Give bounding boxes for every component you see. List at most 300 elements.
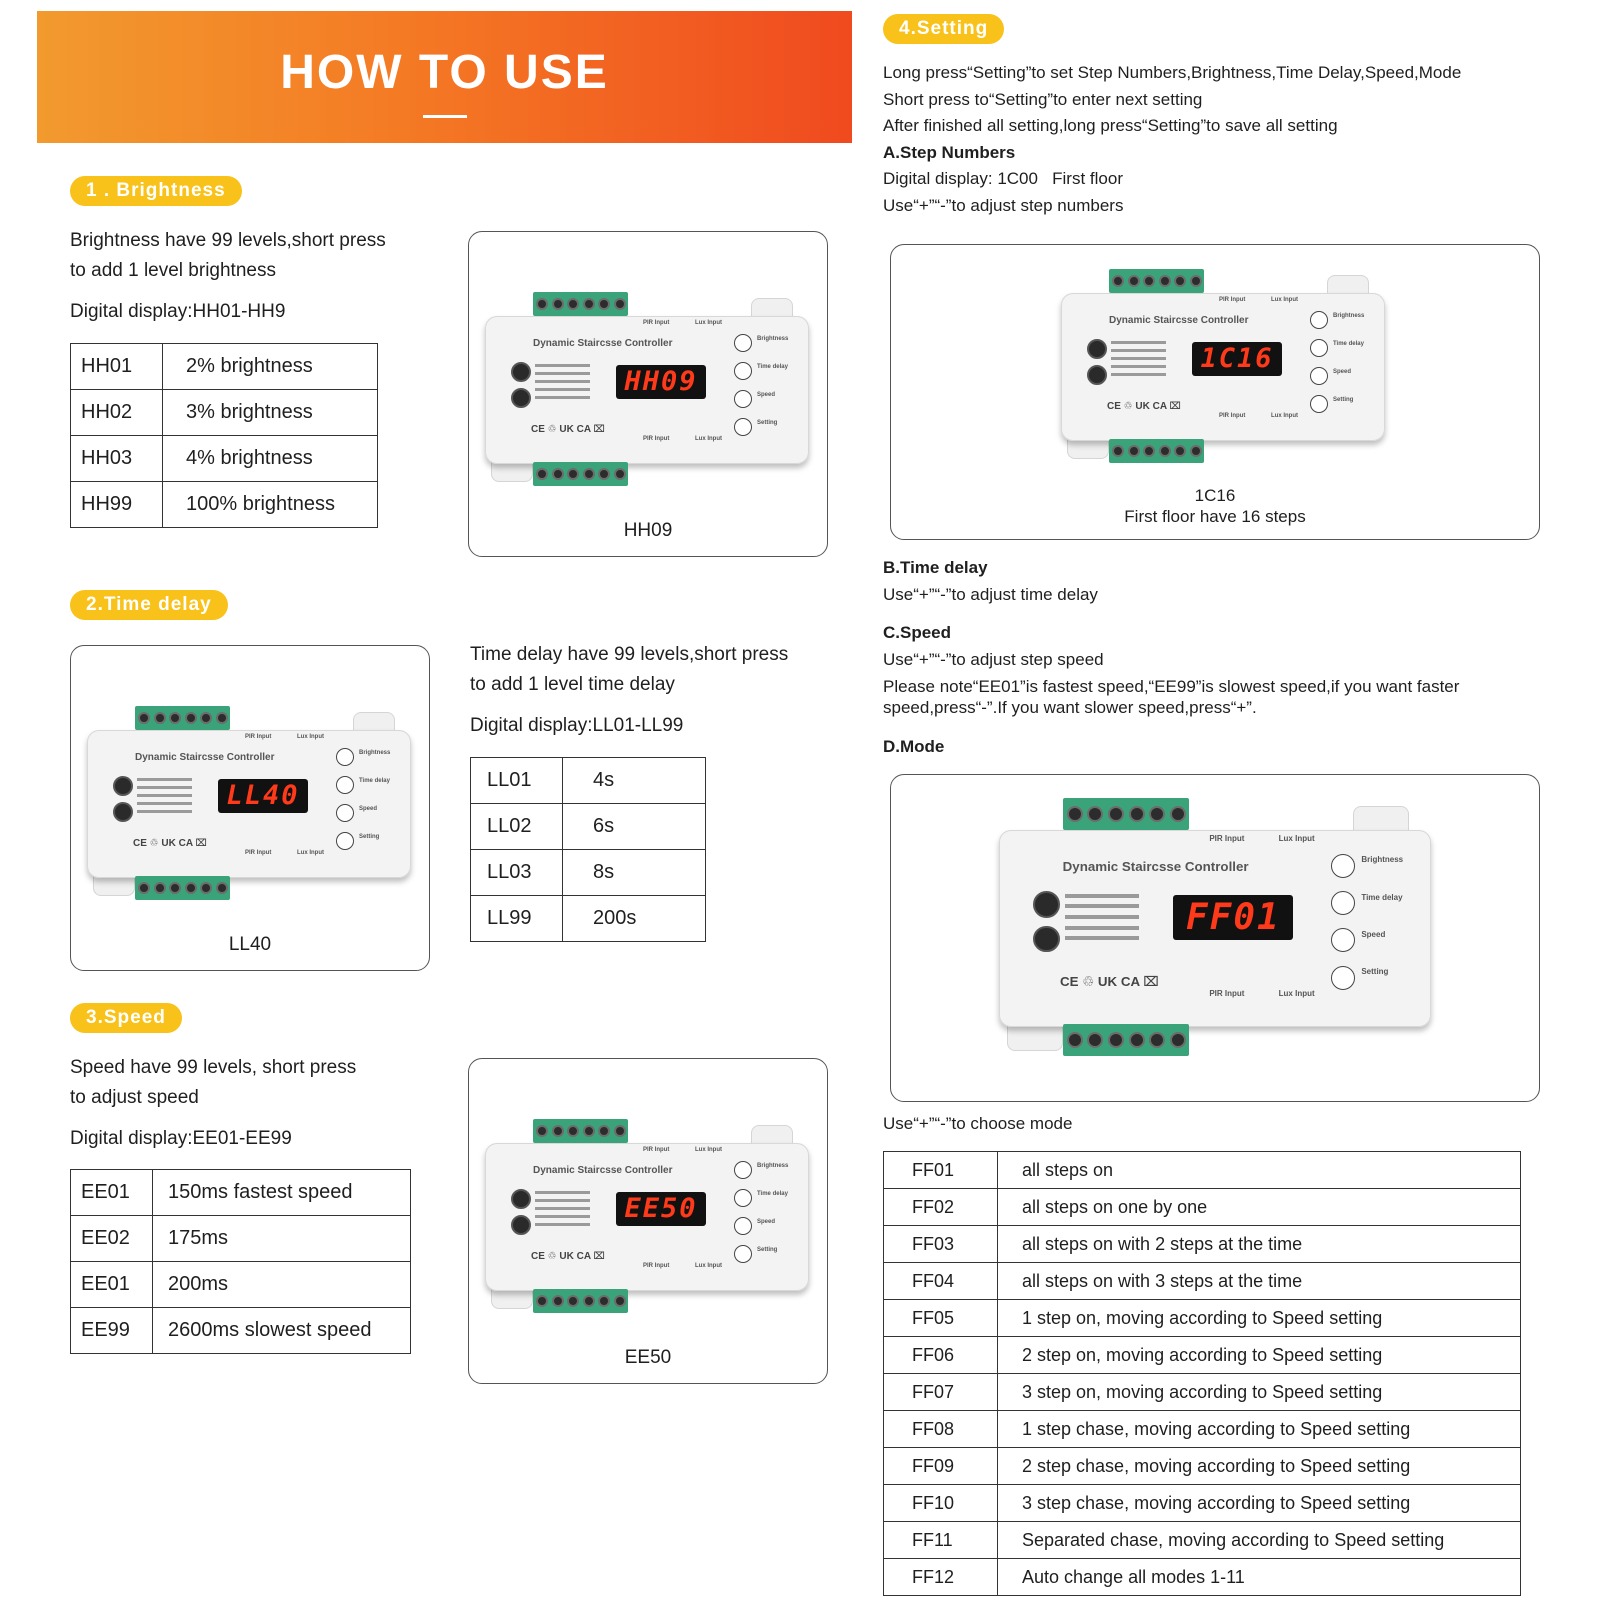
table-row <box>884 1559 1521 1596</box>
controller-name-label: Dynamic Staircsse Controller <box>135 752 275 763</box>
terminal-screw <box>154 712 166 724</box>
table-cell-code: EE01 <box>71 1170 153 1216</box>
setting-button-label: Setting <box>757 1247 778 1253</box>
time-delay-button <box>1331 891 1355 915</box>
terminal-block-top <box>533 1119 628 1143</box>
step-numbers-image-box <box>890 244 1540 540</box>
terminal-screw <box>200 712 212 724</box>
terminal-screw <box>567 1295 579 1307</box>
pir-input-label: PIR Input <box>1219 297 1246 303</box>
pir-input-label: PIR Input <box>643 436 670 442</box>
table-row <box>471 850 706 896</box>
speed-display-range: Digital display:EE01-EE99 <box>70 1128 292 1149</box>
table-row <box>884 1374 1521 1411</box>
terminal-screw <box>567 1125 579 1137</box>
pir-input-label: PIR Input <box>643 1263 670 1269</box>
speed-setting-line3: speed,press“-”.If you want slower speed,press“+”. <box>883 698 1257 717</box>
speed-button <box>1310 367 1328 385</box>
banner-underline <box>423 115 467 118</box>
controller-device <box>996 795 1436 1069</box>
table-row <box>884 1152 1521 1189</box>
terminal-screw <box>1174 445 1186 457</box>
sensor-knob <box>1087 339 1107 359</box>
spec-text-line <box>1065 936 1138 940</box>
terminal-block-top <box>533 292 628 316</box>
setting-button <box>1310 395 1328 413</box>
lux-input-label: Lux Input <box>1271 297 1298 303</box>
terminal-screw <box>614 1295 626 1307</box>
table-cell-code: FF12 <box>884 1559 998 1596</box>
terminal-screw <box>1108 1032 1124 1048</box>
spec-text-line <box>1111 341 1166 344</box>
speed-button-label: Speed <box>757 1219 776 1225</box>
terminal-screw <box>614 1125 626 1137</box>
speed-desc-line1: Speed have 99 levels, short press <box>70 1057 357 1078</box>
sensor-knob <box>113 802 133 822</box>
brightness-button-label: Brightness <box>1333 313 1365 319</box>
terminal-screw <box>1149 806 1165 822</box>
brightness-image-box <box>468 231 828 557</box>
controller-name-label: Dynamic Staircsse Controller <box>533 1165 673 1176</box>
speed-button-label: Speed <box>1333 369 1352 375</box>
table-cell-value: 1 step chase, moving according to Speed setting <box>998 1411 1521 1448</box>
pir-input-label: PIR Input <box>1219 413 1246 419</box>
table-cell-value: 2 step chase, moving according to Speed setting <box>998 1448 1521 1485</box>
brightness-desc <box>70 226 386 286</box>
pir-input-label: PIR Input <box>1209 988 1245 998</box>
table-row <box>71 344 378 390</box>
step-numbers-caption <box>891 485 1539 527</box>
table-row <box>884 1300 1521 1337</box>
terminal-screw <box>567 298 579 310</box>
table-cell-code: FF08 <box>884 1411 998 1448</box>
table-cell-value: 3 step on, moving according to Speed setting <box>998 1374 1521 1411</box>
terminal-screw <box>154 882 166 894</box>
table-row <box>884 1226 1521 1263</box>
terminal-screw <box>583 1125 595 1137</box>
spec-text-line <box>535 380 590 383</box>
spec-text-line <box>535 372 590 375</box>
table-cell-code: FF03 <box>884 1226 998 1263</box>
lux-input-label: Lux Input <box>1278 988 1315 998</box>
table-cell-value: all steps on <box>998 1152 1521 1189</box>
table-row <box>71 1216 411 1262</box>
speed-button <box>734 390 752 408</box>
table-cell-value: 8s <box>563 850 706 896</box>
terminal-screw <box>552 468 564 480</box>
speed-setting-line2: Please note“EE01”is fastest speed,“EE99”is slowest speed,if you want faster <box>883 677 1460 696</box>
terminal-screw <box>1159 275 1171 287</box>
terminal-screw <box>598 1125 610 1137</box>
terminal-screw <box>138 882 150 894</box>
spec-text-line <box>1111 373 1166 376</box>
table-row <box>884 1189 1521 1226</box>
table-cell-value: 2 step on, moving according to Speed setting <box>998 1337 1521 1374</box>
terminal-screw <box>1112 275 1124 287</box>
brightness-button <box>336 748 354 766</box>
terminal-block-bottom <box>533 462 628 486</box>
setting-button-label: Setting <box>359 834 380 840</box>
spec-text-line <box>535 1215 590 1218</box>
terminal-block-top <box>1063 798 1190 830</box>
brightness-button <box>734 1161 752 1179</box>
speed-button <box>1331 928 1355 952</box>
terminal-screw <box>614 468 626 480</box>
time-delay-image-box <box>70 645 430 971</box>
digital-display: HH09 <box>616 365 706 399</box>
brightness-button <box>734 334 752 352</box>
terminal-screw <box>138 712 150 724</box>
time-delay-button-label: Time delay <box>1361 892 1403 902</box>
step-numbers-title: A.Step Numbers <box>883 142 1016 162</box>
digital-display: LL40 <box>218 779 308 813</box>
pir-input-label: PIR Input <box>643 320 670 326</box>
terminal-screw <box>1067 806 1083 822</box>
terminal-screw <box>552 298 564 310</box>
setting-button <box>734 1245 752 1263</box>
terminal-block-top <box>135 706 230 730</box>
terminal-screw <box>1087 806 1103 822</box>
sensor-knob <box>113 776 133 796</box>
terminal-screw <box>1190 445 1202 457</box>
spec-text-line <box>535 1207 590 1210</box>
brightness-display-range: Digital display:HH01-HH9 <box>70 301 286 322</box>
terminal-screw <box>1174 275 1186 287</box>
lux-input-label: Lux Input <box>695 436 722 442</box>
table-cell-code: FF04 <box>884 1263 998 1300</box>
table-cell-value: all steps on with 2 steps at the time <box>998 1226 1521 1263</box>
table-cell-code: HH02 <box>71 390 163 436</box>
certification-marks: CE ♲ UK CA ⌧ <box>531 1251 606 1262</box>
table-row <box>884 1337 1521 1374</box>
certification-marks: CE ♲ UK CA ⌧ <box>531 424 606 435</box>
table-cell-value: 2600ms slowest speed <box>153 1308 411 1354</box>
table-cell-code: EE02 <box>71 1216 153 1262</box>
terminal-screw <box>1067 1032 1083 1048</box>
time-delay-setting <box>883 555 1583 608</box>
spec-text-line <box>535 1199 590 1202</box>
table-row <box>471 896 706 942</box>
controller-name-label: Dynamic Staircsse Controller <box>1062 859 1249 874</box>
setting-line1: Long press“Setting”to set Step Numbers,Brightness,Time Delay,Speed,Mode <box>883 63 1462 82</box>
section-pill-speed: 3.Speed <box>70 1003 182 1033</box>
terminal-screw <box>598 298 610 310</box>
speed-image-box <box>468 1058 828 1384</box>
spec-text-line <box>1065 904 1138 908</box>
spec-text-line <box>1111 357 1166 360</box>
spec-text-line <box>535 364 590 367</box>
time-delay-table <box>470 757 706 942</box>
table-cell-code: FF05 <box>884 1300 998 1337</box>
table-cell-code: FF10 <box>884 1485 998 1522</box>
speed-table <box>70 1169 411 1354</box>
table-cell-value: 4% brightness <box>163 436 378 482</box>
controller-device <box>1059 267 1389 467</box>
table-cell-value: 6s <box>563 804 706 850</box>
spec-text-line <box>137 802 192 805</box>
brightness-button-label: Brightness <box>1361 855 1404 865</box>
terminal-block-bottom <box>135 876 230 900</box>
brightness-table <box>70 343 378 528</box>
table-cell-code: FF02 <box>884 1189 998 1226</box>
table-cell-code: HH01 <box>71 344 163 390</box>
table-row <box>471 804 706 850</box>
sensor-knob <box>511 362 531 382</box>
table-cell-value: 2% brightness <box>163 344 378 390</box>
time-delay-display-range: Digital display:LL01-LL99 <box>470 715 684 736</box>
lux-input-label: Lux Input <box>1271 413 1298 419</box>
setting-intro <box>883 60 1583 219</box>
brightness-button-label: Brightness <box>757 1163 789 1169</box>
spec-text-line <box>137 794 192 797</box>
terminal-screw <box>200 882 212 894</box>
table-row <box>71 390 378 436</box>
terminal-screw <box>536 1125 548 1137</box>
table-cell-value: 3 step chase, moving according to Speed setting <box>998 1485 1521 1522</box>
table-cell-value: all steps on one by one <box>998 1189 1521 1226</box>
table-cell-code: FF07 <box>884 1374 998 1411</box>
controller-device <box>483 1117 813 1317</box>
speed-button <box>734 1217 752 1235</box>
table-cell-value: 100% brightness <box>163 482 378 528</box>
time-delay-image-caption: LL40 <box>228 934 272 955</box>
lux-input-label: Lux Input <box>695 1263 722 1269</box>
spec-text-line <box>137 786 192 789</box>
digital-display: 1C16 <box>1192 342 1282 376</box>
spec-text-line <box>535 396 590 399</box>
terminal-screw <box>185 882 197 894</box>
setting-button <box>336 832 354 850</box>
speed-setting-line1: Use“+”“-”to adjust step speed <box>883 649 1104 669</box>
setting-line3: After finished all setting,long press“Setting”to save all setting <box>883 116 1338 135</box>
time-delay-desc <box>470 640 788 700</box>
brightness-button <box>1331 854 1355 878</box>
terminal-screw <box>567 468 579 480</box>
header-banner <box>37 11 852 143</box>
setting-button-label: Setting <box>1361 967 1389 977</box>
table-cell-code: HH03 <box>71 436 163 482</box>
table-cell-code: LL02 <box>471 804 563 850</box>
pir-input-label: PIR Input <box>1209 834 1245 843</box>
certification-marks: CE ♲ UK CA ⌧ <box>133 838 208 849</box>
terminal-screw <box>536 1295 548 1307</box>
step-numbers-line2: Use“+”“-”to adjust step numbers <box>883 195 1124 215</box>
controller-name-label: Dynamic Staircsse Controller <box>533 338 673 349</box>
table-cell-value: 4s <box>563 758 706 804</box>
lux-input-label: Lux Input <box>1278 834 1315 843</box>
time-delay-setting-title: B.Time delay <box>883 558 988 577</box>
mode-image-box <box>890 774 1540 1102</box>
terminal-screw <box>552 1125 564 1137</box>
sensor-knob <box>1087 365 1107 385</box>
banner-title: HOW TO USE <box>280 46 609 99</box>
time-delay-setting-line1: Use“+”“-”to adjust time delay <box>883 584 1098 604</box>
step-numbers-caption-code: 1C16 <box>1194 486 1236 505</box>
time-delay-button-label: Time delay <box>359 778 390 784</box>
pir-input-label: PIR Input <box>643 1147 670 1153</box>
time-delay-button-label: Time delay <box>1333 341 1364 347</box>
terminal-screw <box>1128 445 1140 457</box>
pir-input-label: PIR Input <box>245 850 272 856</box>
digital-display: EE50 <box>616 1192 706 1226</box>
brightness-button-label: Brightness <box>359 750 391 756</box>
lux-input-label: Lux Input <box>297 734 324 740</box>
spec-text-line <box>1111 365 1166 368</box>
mode-table <box>883 1151 1521 1596</box>
setting-button-label: Setting <box>757 420 778 426</box>
terminal-screw <box>583 298 595 310</box>
brightness-image-caption: HH09 <box>623 520 673 541</box>
spec-text-line <box>1065 894 1138 898</box>
controller-name-label: Dynamic Staircsse Controller <box>1109 315 1249 326</box>
terminal-screw <box>169 882 181 894</box>
digital-display: FF01 <box>1173 895 1293 940</box>
table-row <box>471 758 706 804</box>
speed-button <box>336 804 354 822</box>
terminal-block-bottom <box>1109 439 1204 463</box>
terminal-block-bottom <box>533 1289 628 1313</box>
spec-text-line <box>535 388 590 391</box>
sensor-knob <box>1033 926 1060 953</box>
pir-input-label: PIR Input <box>245 734 272 740</box>
table-cell-value: all steps on with 3 steps at the time <box>998 1263 1521 1300</box>
table-cell-code: FF06 <box>884 1337 998 1374</box>
terminal-screw <box>598 468 610 480</box>
speed-image-caption: EE50 <box>624 1347 672 1368</box>
speed-button-label: Speed <box>1361 930 1386 939</box>
certification-marks: CE ♲ UK CA ⌧ <box>1107 401 1182 412</box>
terminal-screw <box>1190 275 1202 287</box>
table-row <box>884 1411 1521 1448</box>
spec-text-line <box>535 1191 590 1194</box>
time-delay-button-label: Time delay <box>757 364 788 370</box>
table-cell-code: LL03 <box>471 850 563 896</box>
brightness-desc-line1: Brightness have 99 levels,short press <box>70 230 386 251</box>
brightness-desc-line2: to add 1 level brightness <box>70 260 276 281</box>
time-delay-button <box>1310 339 1328 357</box>
terminal-screw <box>216 712 228 724</box>
time-delay-desc-line2: to add 1 level time delay <box>470 674 675 695</box>
terminal-screw <box>1128 275 1140 287</box>
section-pill-brightness: 1 . Brightness <box>70 176 242 206</box>
time-delay-button-label: Time delay <box>757 1191 788 1197</box>
sensor-knob <box>1033 891 1060 918</box>
terminal-screw <box>552 1295 564 1307</box>
controller-device <box>85 704 415 904</box>
terminal-screw <box>1112 445 1124 457</box>
speed-desc-line2: to adjust speed <box>70 1087 199 1108</box>
table-row <box>884 1522 1521 1559</box>
sensor-knob <box>511 1189 531 1209</box>
lux-input-label: Lux Input <box>695 320 722 326</box>
spec-text-line <box>137 778 192 781</box>
speed-setting-title: C.Speed <box>883 623 952 642</box>
table-row <box>884 1485 1521 1522</box>
spec-text-line <box>1111 349 1166 352</box>
mode-setting-line1: Use“+”“-”to choose mode <box>883 1114 1073 1133</box>
terminal-screw <box>1129 1032 1145 1048</box>
table-row <box>884 1448 1521 1485</box>
terminal-screw <box>1108 806 1124 822</box>
terminal-screw <box>1143 275 1155 287</box>
table-cell-code: EE01 <box>71 1262 153 1308</box>
terminal-screw <box>536 298 548 310</box>
brightness-button <box>1310 311 1328 329</box>
setting-button <box>1331 966 1355 990</box>
mode-setting-title: D.Mode <box>883 737 945 756</box>
sensor-knob <box>511 1215 531 1235</box>
speed-desc <box>70 1053 356 1113</box>
table-cell-code: EE99 <box>71 1308 153 1354</box>
sensor-knob <box>511 388 531 408</box>
speed-button-label: Speed <box>359 806 378 812</box>
table-cell-code: FF11 <box>884 1522 998 1559</box>
terminal-screw <box>1159 445 1171 457</box>
section-pill-time-delay: 2.Time delay <box>70 590 228 620</box>
table-cell-code: FF01 <box>884 1152 998 1189</box>
table-cell-code: HH99 <box>71 482 163 528</box>
lux-input-label: Lux Input <box>297 850 324 856</box>
table-row <box>71 1308 411 1354</box>
speed-button-label: Speed <box>757 392 776 398</box>
controller-device <box>483 290 813 490</box>
terminal-screw <box>598 1295 610 1307</box>
setting-button-label: Setting <box>1333 397 1354 403</box>
table-cell-value: 200s <box>563 896 706 942</box>
terminal-screw <box>583 468 595 480</box>
speed-setting <box>883 620 1583 718</box>
table-cell-value: 3% brightness <box>163 390 378 436</box>
terminal-screw <box>1129 806 1145 822</box>
step-numbers-caption-text: First floor have 16 steps <box>1124 507 1306 526</box>
table-cell-value: 1 step on, moving according to Speed setting <box>998 1300 1521 1337</box>
terminal-screw <box>216 882 228 894</box>
terminal-screw <box>1170 1032 1186 1048</box>
table-cell-code: LL01 <box>471 758 563 804</box>
terminal-block-bottom <box>1063 1024 1190 1056</box>
table-cell-value: 150ms fastest speed <box>153 1170 411 1216</box>
table-cell-code: FF09 <box>884 1448 998 1485</box>
section-pill-setting: 4.Setting <box>883 14 1004 44</box>
table-cell-code: LL99 <box>471 896 563 942</box>
lux-input-label: Lux Input <box>695 1147 722 1153</box>
time-delay-button <box>734 362 752 380</box>
terminal-screw <box>614 298 626 310</box>
spec-text-line <box>1065 926 1138 930</box>
terminal-screw <box>1170 806 1186 822</box>
terminal-screw <box>169 712 181 724</box>
table-row <box>71 482 378 528</box>
table-cell-value: 200ms <box>153 1262 411 1308</box>
table-row <box>884 1263 1521 1300</box>
terminal-screw <box>1149 1032 1165 1048</box>
table-row <box>71 436 378 482</box>
time-delay-desc-line1: Time delay have 99 levels,short press <box>470 644 789 665</box>
step-numbers-line1: Digital display: 1C00 First floor <box>883 169 1123 188</box>
time-delay-button <box>336 776 354 794</box>
terminal-screw <box>1143 445 1155 457</box>
setting-button <box>734 418 752 436</box>
spec-text-line <box>137 810 192 813</box>
time-delay-button <box>734 1189 752 1207</box>
certification-marks: CE ♲ UK CA ⌧ <box>1060 973 1159 989</box>
table-row <box>71 1262 411 1308</box>
spec-text-line <box>1065 915 1138 919</box>
terminal-screw <box>185 712 197 724</box>
table-cell-value: Separated chase, moving according to Speed setting <box>998 1522 1521 1559</box>
terminal-screw <box>1087 1032 1103 1048</box>
setting-line2: Short press to“Setting”to enter next setting <box>883 89 1203 109</box>
